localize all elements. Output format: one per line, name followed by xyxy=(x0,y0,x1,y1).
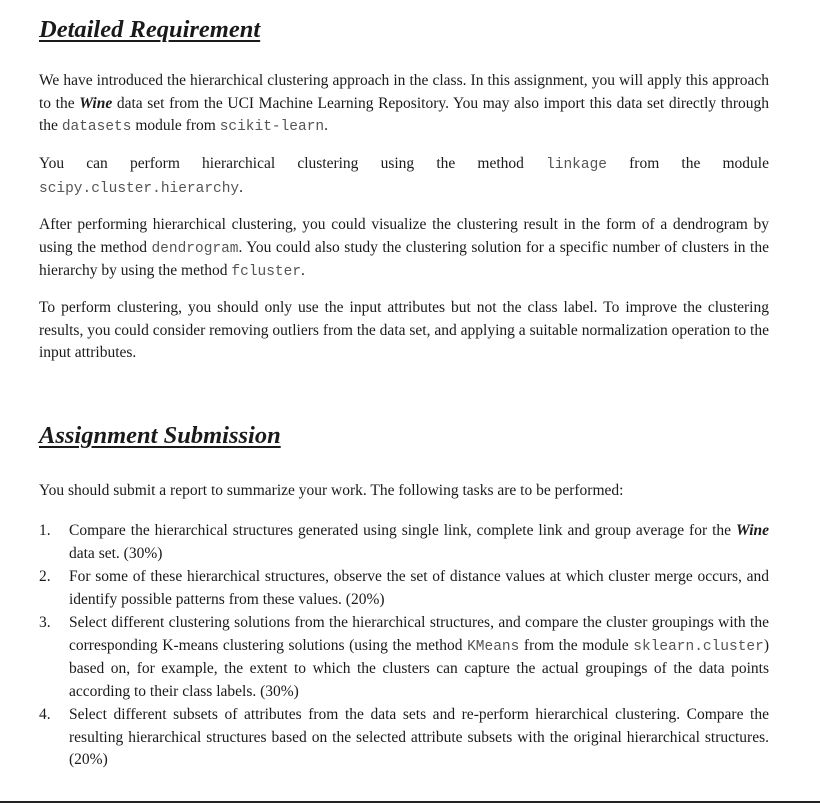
task-list xyxy=(39,520,769,773)
text: For some of these hierarchical structures, observe the set of distance values at which cluster merge occurs, and identify possible patterns from these values. (20%) xyxy=(69,568,769,608)
task-number: 1. xyxy=(39,522,51,539)
task-number: 4. xyxy=(39,706,51,723)
code-scipy-module: scipy.cluster.hierarchy xyxy=(39,180,240,197)
text: You can perform hierarchical clustering using the method xyxy=(39,155,547,172)
code-kmeans: KMeans xyxy=(467,638,520,655)
text: After performing hierarchical clustering, you could visualize the clustering result in the form of a dendrogram by using the method xyxy=(39,216,769,256)
code-fcluster: fcluster xyxy=(231,264,302,280)
task-number: 3. xyxy=(39,614,51,631)
text: We have introduced the hierarchical clustering approach in the class. In this assignment, you will apply this approach to the xyxy=(39,72,769,112)
text: . xyxy=(239,178,244,196)
text: from the module xyxy=(606,155,769,172)
text: from the module xyxy=(519,636,634,654)
section-title-assignment-submission: Assignment Submission xyxy=(39,422,281,449)
dataset-name: Wine xyxy=(735,522,769,539)
text: Compare the hierarchical structures generated using single link, complete link and group average for the xyxy=(69,522,736,539)
paragraph-dendrogram xyxy=(39,214,769,284)
text: data set from the UCI Machine Learning Repository. You may also import this data set directly through the xyxy=(39,94,769,134)
text: data set. (30%) xyxy=(69,544,163,562)
task-item xyxy=(39,520,769,565)
code-scikit-learn: scikit-learn xyxy=(219,119,325,135)
text: ) based on, for example, the extent to which the clusters can capture the actual groupings of the data points according to their class labels. (30%) xyxy=(69,636,769,700)
text: Select different clustering solutions from the hierarchical structures, and compare the cluster groupings with the corresponding K-means clustering solutions (using the method xyxy=(69,614,769,654)
text: . You could also study the clustering solution for a specific number of clusters in the hierarchy by using the method xyxy=(39,238,769,279)
bottom-divider xyxy=(0,801,820,803)
text: . xyxy=(301,262,305,279)
paragraph-submission-intro: You should submit a report to summarize your work. The following tasks are to be performed: xyxy=(39,482,624,499)
paragraph-clustering-notes: To perform clustering, you should only use the input attributes but not the class label. To improve the clustering results, you could consider removing outliers from the data set, and applying a suitable normalization operation to the input attributes. xyxy=(39,299,769,361)
section-title-detailed-requirement: Detailed Requirement xyxy=(39,16,261,43)
paragraph-intro xyxy=(39,70,769,139)
code-datasets: datasets xyxy=(61,119,132,135)
dataset-name: Wine xyxy=(79,94,113,112)
task-item xyxy=(39,566,769,611)
task-item xyxy=(39,612,769,703)
text: Select different subsets of attributes from the data sets and re-perform hierarchical clustering. Compare the resulting hierarchical structures based on the selected attribute subsets with the original hierarchical structures. (20%) xyxy=(69,706,769,768)
paragraph-linkage xyxy=(39,153,769,200)
code-dendrogram: dendrogram xyxy=(151,240,239,257)
task-item xyxy=(39,704,769,772)
text: module from xyxy=(131,117,220,134)
code-sklearn-cluster: sklearn.cluster xyxy=(633,638,764,655)
text: . xyxy=(324,117,328,134)
code-linkage: linkage xyxy=(546,157,607,173)
task-number: 2. xyxy=(39,568,51,585)
